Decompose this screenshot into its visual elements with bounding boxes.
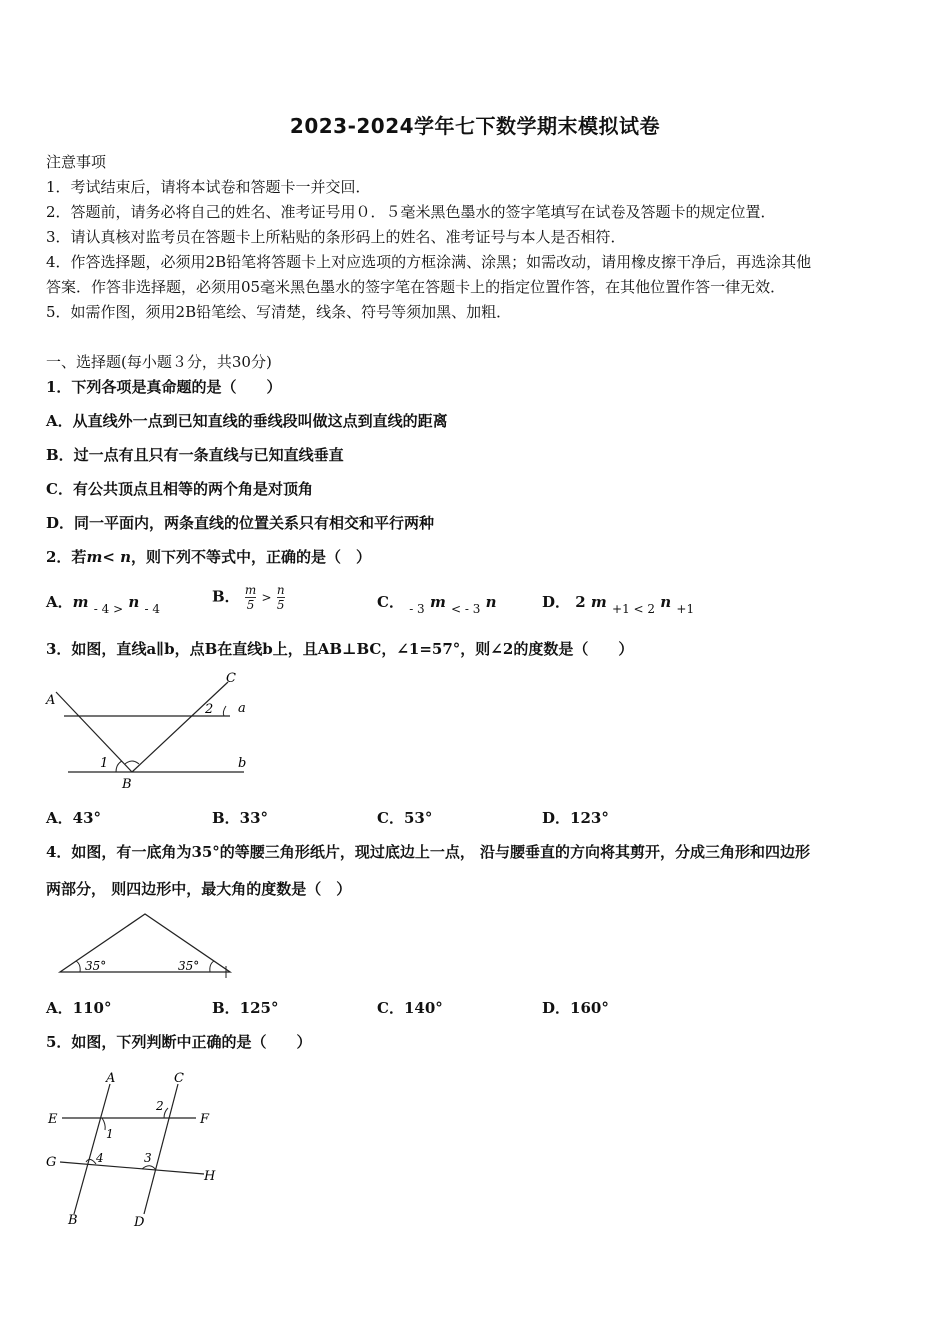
- q4-stem-line1: 4．如图，有一底角为35°的等腰三角形纸片，现过底边上一点， 沿与腰垂直的方向将其剪开，分成三角形和四边形: [46, 843, 811, 861]
- q2-c-n: n: [485, 593, 497, 611]
- q4-left-angle-label: 35°: [85, 959, 107, 973]
- q2-b-num2: n: [276, 583, 285, 597]
- q2-b-frac2: [277, 583, 285, 612]
- page-title: 2023-2024学年七下数学期末模拟试卷: [289, 114, 661, 138]
- q2-c-m: m: [429, 593, 446, 611]
- q2-option-c: [377, 591, 497, 616]
- q2-c-lt: < - 3: [451, 602, 481, 616]
- q2-stem-m: m: [86, 548, 103, 566]
- q2-d-label: D．: [542, 593, 571, 611]
- q4-option-b: B．125°: [212, 999, 279, 1017]
- q5-line-ab: [74, 1084, 110, 1214]
- q2-option-a: [46, 591, 161, 616]
- q5-angle1-arc: [102, 1118, 105, 1130]
- q3-label-a-point: A: [46, 693, 56, 708]
- q3-label-b-point: B: [122, 777, 132, 792]
- q2-option-d: [542, 591, 695, 616]
- q3-label-c-point: C: [226, 671, 236, 686]
- q3-label-b-line: b: [238, 756, 247, 771]
- q4-figure: [54, 908, 244, 980]
- q2-d-plus1b: +1: [676, 602, 695, 616]
- q5-label-f: F: [200, 1112, 210, 1127]
- q1-option-c: C．有公共顶点且相等的两个角是对顶角: [46, 480, 313, 498]
- q2-b-gt: >: [261, 590, 272, 605]
- notice-item-3: 3．请认真核对监考员在答题卡上所粘贴的条形码上的姓名、准考证号与本人是否相符．: [46, 228, 626, 246]
- notice-item-2: 2．答题前，请务必将自己的姓名、准考证号用０．５毫米黑色墨水的签字笔填写在试卷及答题卡的规定位置．: [46, 203, 776, 221]
- q4-options: [46, 997, 906, 1021]
- q2-a-minus4a: - 4 >: [93, 602, 124, 616]
- q2-d-n: n: [660, 593, 672, 611]
- q4-right-angle-arc: [210, 961, 214, 972]
- q2-d-plus1a: +1 < 2: [612, 602, 656, 616]
- q2-stem-suffix: ，则下列不等式中，正确的是（ ）: [131, 548, 372, 566]
- q3-options: [46, 807, 906, 831]
- q3-option-b: B．33°: [212, 809, 269, 827]
- q3-segment-ab: [56, 692, 132, 772]
- q3-angle1-arc: [116, 761, 122, 772]
- section-heading: 一、选择题(每小题３分，共30分): [46, 353, 272, 371]
- q4-option-c: C．140°: [377, 999, 443, 1017]
- q2-d-two: 2: [575, 593, 586, 611]
- q2-option-b: [212, 583, 285, 612]
- q1-stem: 1．下列各项是真命题的是（ ）: [46, 378, 282, 396]
- q2-stem-n: n: [120, 548, 132, 566]
- q2-b-label: B．: [212, 587, 240, 606]
- q3-stem: 3．如图，直线a∥b，点B在直线b上，且AB⊥BC，∠1=57°，则∠2的度数是（ ）: [46, 640, 634, 658]
- q3-figure: [40, 668, 260, 792]
- q2-a-n: n: [128, 593, 140, 611]
- notice-item-5: 5．如需作图，须用2B铅笔绘、写清楚，线条、符号等须加黑、加粗．: [46, 303, 512, 321]
- q2-b-den2: 5: [276, 598, 285, 612]
- q1-option-a: A．从直线外一点到已知直线的垂线段叫做这点到直线的距离: [46, 412, 448, 430]
- q5-figure: [40, 1066, 230, 1234]
- q5-label-4: 4: [96, 1151, 104, 1165]
- q4-right-angle-label: 35°: [178, 959, 200, 973]
- q4-left-angle-arc: [76, 961, 80, 972]
- q5-label-d: D: [134, 1215, 145, 1230]
- q3-option-c: C．53°: [377, 809, 433, 827]
- notice-item-1: 1．考试结束后，请将本试卷和答题卡一并交回．: [46, 178, 371, 196]
- q5-stem: 5．如图，下列判断中正确的是（ ）: [46, 1033, 312, 1051]
- q5-label-g: G: [46, 1155, 57, 1170]
- q3-right-angle-mark: [125, 761, 139, 764]
- q2-options: [46, 583, 906, 616]
- q4-option-a: A．110°: [46, 999, 112, 1017]
- q5-label-3: 3: [144, 1151, 152, 1165]
- q5-label-e: E: [48, 1112, 58, 1127]
- q2-b-den1: 5: [246, 598, 255, 612]
- q5-label-h: H: [204, 1169, 216, 1184]
- q4-stem-line2: 两部分， 则四边形中，最大角的度数是（ ）: [46, 880, 352, 898]
- q2-b-frac1: [245, 583, 256, 612]
- notice-item-4-cont: 答案．作答非选择题，必须用05毫米黑色墨水的签字笔在答题卡上的指定位置作答，在其他位置作答一律无效．: [46, 278, 786, 296]
- q5-label-b: B: [68, 1213, 78, 1228]
- q1-option-d: D．同一平面内，两条直线的位置关系只有相交和平行两种: [46, 514, 435, 532]
- q3-segment-bc: [132, 682, 228, 772]
- notice-heading: 注意事项: [46, 153, 107, 171]
- q3-label-a-line: a: [238, 701, 246, 716]
- q2-c-neg3: - 3: [409, 602, 425, 616]
- q2-stem-lt: <: [102, 548, 115, 566]
- notice-item-4: 4．作答选择题，必须用2B铅笔将答题卡上对应选项的方框涂满、涂黑；如需改动，请用橡皮擦干净后，再选涂其他: [46, 253, 812, 271]
- q1-option-b: B．过一点有且只有一条直线与已知直线垂直: [46, 446, 344, 464]
- q2-a-label: A．: [46, 593, 73, 611]
- q5-label-c: C: [174, 1071, 184, 1086]
- q5-label-a: A: [106, 1071, 116, 1086]
- q3-label-angle1: 1: [100, 756, 109, 771]
- q2-a-m: m: [72, 593, 89, 611]
- q5-label-2: 2: [156, 1099, 164, 1113]
- q5-label-1: 1: [106, 1127, 114, 1141]
- q2-a-minus4b: - 4: [144, 602, 161, 616]
- q5-line-gh: [60, 1162, 204, 1174]
- q2-b-num1: m: [244, 583, 257, 597]
- q2-stem: [46, 547, 371, 567]
- q3-option-d: D．123°: [542, 809, 609, 827]
- q2-d-m: m: [590, 593, 607, 611]
- q4-option-d: D．160°: [542, 999, 609, 1017]
- q2-c-label: C．: [377, 593, 404, 611]
- q3-label-angle2: 2: [205, 702, 214, 717]
- q5-angle2-arc: [164, 1108, 168, 1118]
- q3-option-a: A．43°: [46, 809, 102, 827]
- q2-stem-prefix: 2．若: [46, 548, 87, 566]
- q3-angle2-arc: [223, 706, 226, 716]
